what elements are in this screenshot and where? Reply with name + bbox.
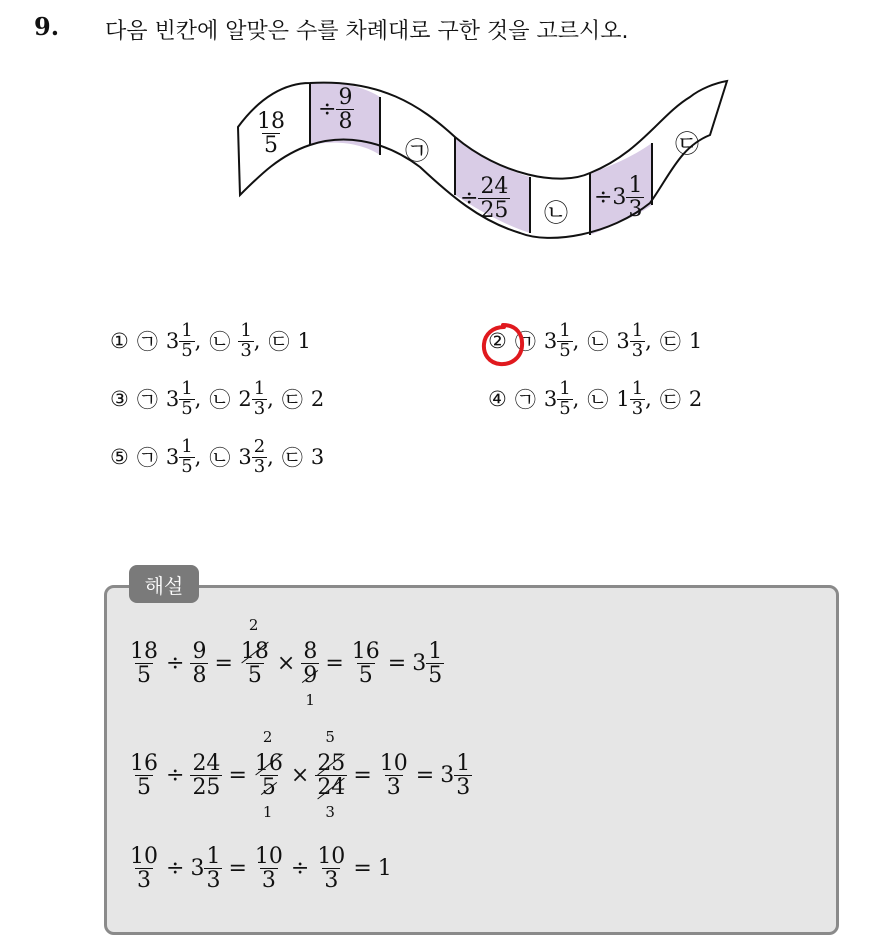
option-1[interactable]: ① ㉠ 3 $\frac{1}{5}$ , ㉡ $\frac{1}{3}$ , ㉢ 1 bbox=[110, 320, 311, 361]
ribbon-cell-2: ÷ $\frac{9}{8}$ bbox=[318, 85, 353, 135]
solution-line-3: $\frac{10}{3}$ ÷ 3 $\frac{1}{3}$ = $\frac{10}{3}$ ÷ $\frac{10}{3}$ = 1 bbox=[130, 844, 392, 894]
question-text: 다음 빈칸에 알맞은 수를 차례대로 구한 것을 고르시오. bbox=[105, 19, 629, 44]
option-4[interactable]: ④ ㉠ 3 $\frac{1}{5}$ , ㉡ 1 $\frac{1}{3}$ , ㉢ 2 bbox=[488, 378, 703, 419]
option-2-mark: ② bbox=[488, 329, 507, 354]
wavy-ribbon bbox=[230, 75, 730, 255]
ribbon-blank-c: ㉢ bbox=[675, 130, 699, 158]
question-number: 9. bbox=[34, 12, 60, 41]
ribbon-blank-b: ㉡ bbox=[544, 199, 568, 227]
solution-line-2: $\frac{16}{5}$ ÷ $\frac{24}{25}$ = 2 16 5 1 × 5 25 24 3 = $\frac{10}{3}$ = 3 $\frac{1}{3}$ bbox=[130, 728, 471, 822]
option-3[interactable]: ③ ㉠ 3 $\frac{1}{5}$ , ㉡ 2 $\frac{1}{3}$ , ㉢ 2 bbox=[110, 378, 325, 419]
option-2[interactable]: ② ㉠ 3 $\frac{1}{5}$ , ㉡ 3 $\frac{1}{3}$ , ㉢ 1 bbox=[488, 320, 703, 361]
ribbon-cell-6: ÷3 $\frac{1}{3}$ bbox=[594, 173, 643, 223]
option-5[interactable]: ⑤ ㉠ 3 $\frac{1}{5}$ , ㉡ 3 $\frac{2}{3}$ , ㉢ 3 bbox=[110, 436, 325, 477]
ribbon-cell-1: $\frac{18}{5}$ bbox=[257, 109, 285, 159]
ribbon-blank-a: ㉠ bbox=[405, 137, 429, 165]
solution-tab: 해설 bbox=[129, 565, 199, 603]
answer-circle bbox=[478, 320, 528, 370]
ribbon-cell-4: ÷ $\frac{24}{25}$ bbox=[460, 174, 509, 224]
solution-line-1: $\frac{18}{5}$ ÷ $\frac{9}{8}$ = 2 18 5 × 8 9 1 = $\frac{16}{5}$ = 3 $\frac{1}{5}$ bbox=[130, 616, 443, 710]
